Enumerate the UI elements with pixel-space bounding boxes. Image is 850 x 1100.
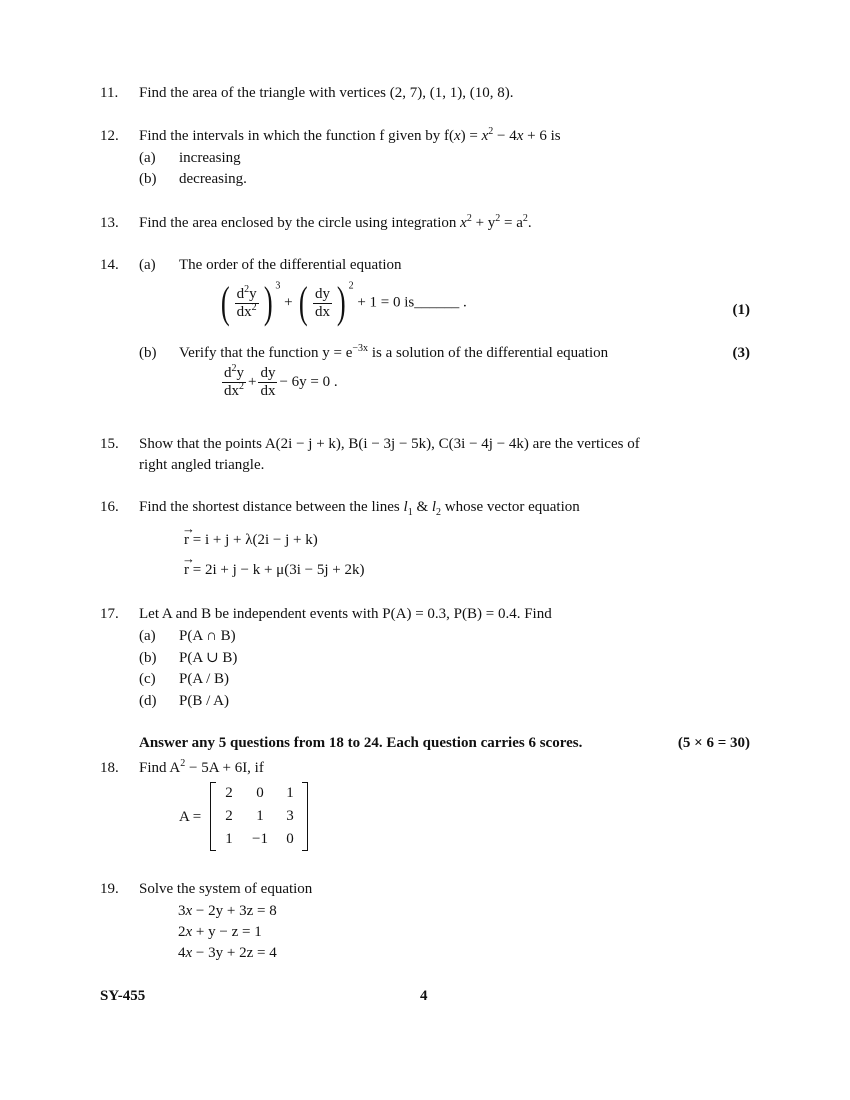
question-text: Find $A^2 - 5A + 6I$, if (139, 758, 264, 776)
marks-part-a: (1) (732, 302, 750, 318)
question-text-line1: Show that the points A(2i − j + k), B(i − 3j − 5k), C(3i − 4j − 4k) are the vertices of (139, 436, 640, 452)
question-text: Find the area of the triangle with vertices (2, 7), (1, 1), (10, 8). (139, 85, 514, 101)
answer-blank: ______ (414, 294, 460, 311)
question-number: 17. (100, 606, 119, 622)
option-a: (a) P(A ∩ B) (139, 628, 236, 644)
question-18 (100, 758, 750, 858)
question-text: Find the area enclosed by the circle using integration $x^2 + y^2 = a^2$. (139, 213, 532, 231)
question-text: Solve the system of equation (139, 881, 313, 897)
question-text: Let A and B be independent events with P(A) = 0.3, P(B) = 0.4. Find (139, 606, 552, 622)
question-14 (100, 255, 750, 415)
question-19 (100, 879, 750, 967)
question-number: 19. (100, 881, 119, 897)
vector-equation-2: → r = 2i + j − k + μ(3i − 5j + 2k) (182, 551, 365, 578)
question-number: 15. (100, 436, 119, 452)
equation-3: 4x − 3y + 2z = 4 (178, 945, 277, 961)
question-number: 13. (100, 215, 119, 231)
paper-code: SY-455 (100, 988, 146, 1004)
question-15 (100, 434, 750, 478)
matrix-cell: 1 (256, 808, 264, 824)
question-13 (100, 213, 750, 235)
equation-2: 2x + y − z = 1 (178, 924, 262, 940)
matrix-cell: 2 (225, 785, 233, 801)
question-12 (100, 126, 750, 192)
question-text-line2: right angled triangle. (139, 457, 265, 473)
matrix-label: A = (179, 809, 202, 825)
section-instruction: Answer any 5 questions from 18 to 24. Each question carries 6 scores. (5 × 6 = 30) (139, 735, 750, 751)
matrix-cell: 1 (286, 785, 294, 801)
matrix-cell: 1 (225, 831, 233, 847)
matrix-cell: 3 (286, 808, 294, 824)
option-b: (b) P(A ∪ B) (139, 650, 238, 666)
option-c: (c) P(A / B) (139, 671, 230, 687)
differential-equation-a: ( $\frac{d^2y}{dx^2}$ ) $^3$ + ( $\frac{dy}{dx}$ ) $^2$ + 1 = 0 is______ . (220, 278, 467, 327)
part-a: (a) The order of the differential equation (139, 257, 402, 273)
differential-equation-b: $\frac{d^2y}{dx^2}$ + $\frac{dy}{dx}$ − 6y = 0 . (224, 363, 338, 399)
question-number: 14. (100, 257, 119, 273)
vector-equation-1: → r = i + j + λ(2i − j + k) (182, 521, 318, 548)
question-text: Find the shortest distance between the lines $l_1$ & $l_2$ whose vector equation (139, 499, 580, 518)
option-b: (b) decreasing. (139, 171, 247, 187)
matrix-cell: 2 (225, 808, 233, 824)
question-17 (100, 604, 750, 714)
question-number: 16. (100, 499, 119, 515)
matrix-a (210, 782, 308, 851)
matrix-cell: 0 (286, 831, 294, 847)
option-d: (d) P(B / A) (139, 693, 230, 709)
question-number: 18. (100, 760, 119, 776)
marks-part-b: (3) (732, 345, 750, 361)
part-b: (b) Verify that the function $y = e^{-3x}$ is a solution of the differential equation (139, 343, 609, 361)
question-text: Find the intervals in which the function f given by $f(x) = x^2 - 4x + 6$ is (139, 126, 561, 144)
question-11 (100, 83, 750, 105)
question-number: 12. (100, 128, 119, 144)
option-a: (a) increasing (139, 150, 241, 166)
page-number: 4 (420, 988, 428, 1004)
equation-1: 3x − 2y + 3z = 8 (178, 903, 277, 919)
section-marks: (5 × 6 = 30) (677, 735, 750, 751)
question-16 (100, 497, 750, 587)
matrix-cell: −1 (252, 831, 268, 847)
question-number: 11. (100, 85, 119, 101)
matrix-cell: 0 (256, 785, 264, 801)
